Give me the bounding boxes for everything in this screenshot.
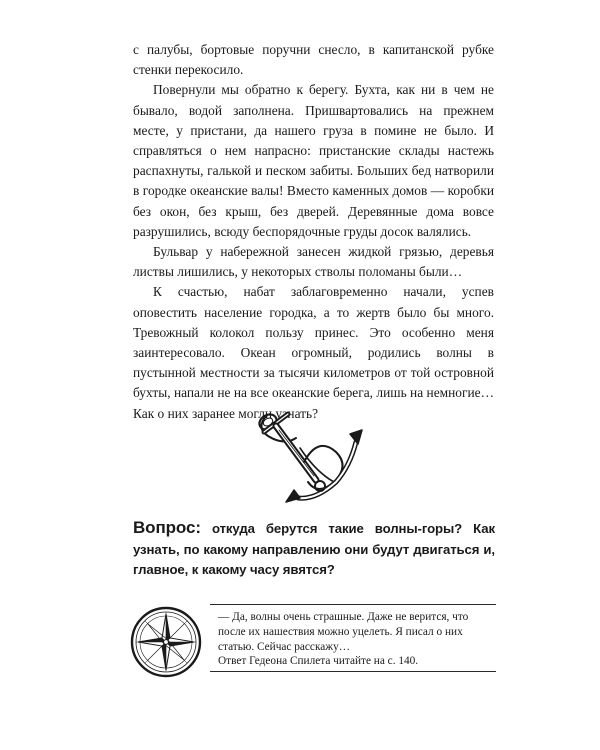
question-label: Вопрос:: [133, 518, 201, 537]
note-box: [210, 604, 496, 672]
question-block: [133, 518, 495, 581]
body-text: [133, 40, 494, 424]
note-line: Ответ Гедеона Спилета читайте на с. 140.: [218, 655, 419, 668]
anchor-illustration: [246, 402, 366, 510]
question-text: откуда берутся такие волны-горы? Как узнать, по какому направлению они будут двигаться и, главное, к какому часу явятся?: [133, 521, 495, 577]
paragraph: К счастью, набат заблаговременно начали, успев оповестить население городка, а то жертв было бы много. Тревожный колокол пользу принес. Это особенно меня заинтересовало. Океан огромный, родились волны в пустынной местности за тысячи километров от той островной бухты, напали не на все океанские берега, лишь на немногие… Как о них заранее могли узнать?: [133, 284, 494, 421]
paragraph: с палубы, бортовые поручни снесло, в капитанской рубке стенки перекосило.: [133, 42, 494, 78]
note-text: [218, 610, 494, 669]
paragraph: Повернули мы обратно к берегу. Бухта, как ни в чем не бывало, водой заполнена. Пришвартовались на прежнем месте, у пристани, да нашего груза в помине не было. И справляться о нем напрасно: пристанские склады настежь распахнуты, галькой и песком забиты. Больших бед натворили в городке океанские валы! Вместо каменных домов — коробки без окон, без крыш, без дверей. Деревянные дома вовсе разрушились, всюду беспорядочные груды досок валялись.: [133, 82, 494, 239]
anchor-icon: [246, 402, 366, 510]
compass-illustration: [130, 606, 202, 678]
compass-icon: [130, 606, 202, 678]
note-line: — Да, волны очень страшные. Даже не верится, что после их нашествия можно уцелеть. Я писал о них статью. Сейчас расскажу…: [218, 611, 469, 653]
paragraph: Бульвар у набережной занесен жидкой грязью, деревья листвы лишились, у некоторых стволы поломаны были…: [133, 244, 494, 280]
